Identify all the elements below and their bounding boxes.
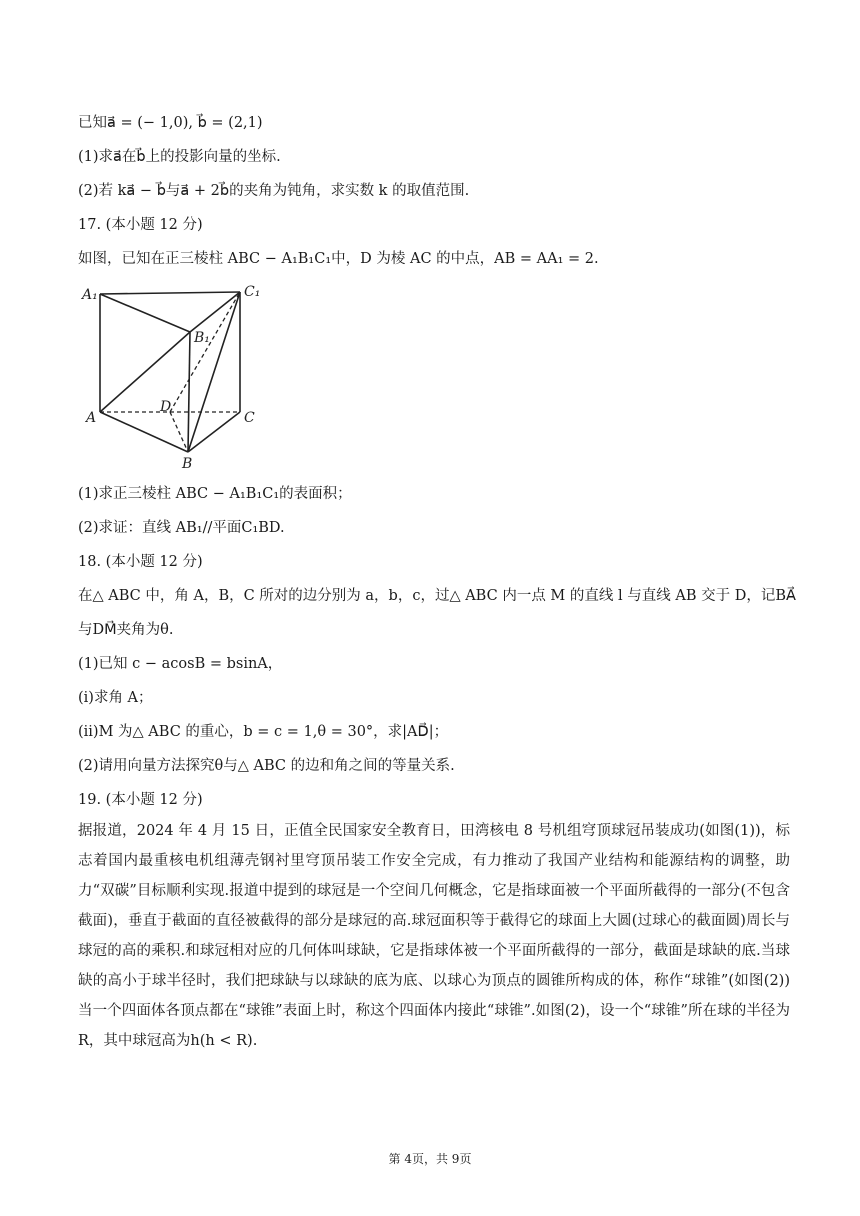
q18-part1-ii: (ii)M 为△ ABC 的重心，b = c = 1,θ = 30°，求|AD⃗|； [78, 724, 449, 740]
q16-part2: (2)若 ka⃗ − b⃗与a⃗ + 2b⃗的夹角为钝角，求实数 k 的取值范围. [78, 183, 470, 199]
given-vectors: 已知a⃗ = (− 1,0), b⃗ = (2,1) [78, 115, 263, 131]
q18-header: 18. (本小题 12 分) [78, 554, 203, 570]
prism-diagram [78, 280, 268, 470]
q18-part1: (1)已知 c − acosB = bsinA， [78, 656, 283, 672]
label-B: B [182, 456, 193, 470]
label-C1: C₁ [244, 284, 261, 300]
q16-part1: (1)求a⃗在b⃗上的投影向量的坐标. [78, 149, 281, 165]
q19-header: 19. (本小题 12 分) [78, 792, 203, 808]
q18-stem-1: 在△ ABC 中，角 A，B，C 所对的边分别为 a，b，c，过△ ABC 内一点 M 的直线 l 与直线 AB 交于 D，记BA⃗ [78, 588, 796, 604]
q17-header: 17. (本小题 12 分) [78, 217, 203, 233]
q19-paragraph: 据报道，2024 年 4 月 15 日，正值全民国家安全教育日，田湾核电 8 号机组穹顶球冠吊装成功(如图(1))，标志着国内最重核电机组薄壳钢衬里穹顶吊装工作安全完成，有力推动了我国产业结构和能源结构的调整，助力“双碳”目标顺利实现.报道中提到的球冠是一个空间几何概念，它是指球面被一个平面所截得的一部分(不包含截面)，垂直于截面的直径被截得的部分是球冠的高.球冠面积等于截得它的球面上大圆(过球心的截面圆)周长与球冠的高的乘积.和球冠相对应的几何体叫球缺，它是指球体被一个平面所截得的一部分，截面是球缺的底.当球缺的高小于球半径时，我们把球缺与以球缺的底为底、以球心为顶点的圆锥所构成的体，称作“球锥”(如图(2))当一个四面体各顶点都在“球锥”表面上时，称这个四面体内接此“球锥”.如图(2)，设一个“球锥”所在球的半径为 R，其中球冠高为h(h < R). [78, 823, 790, 1049]
label-C: C [244, 410, 255, 426]
q17-part1: (1)求正三棱柱 ABC − A₁B₁C₁的表面积； [78, 486, 352, 502]
label-A: A [86, 410, 97, 426]
page-footer: 第 4页，共 9页 [388, 1152, 472, 1166]
q18-part1-i: (i)求角 A； [78, 690, 153, 706]
q17-stem: 如图，已知在正三棱柱 ABC − A₁B₁C₁中，D 为棱 AC 的中点，AB = AA₁ = 2. [78, 251, 599, 267]
label-D: D [160, 399, 172, 415]
q17-part2: (2)求证：直线 AB₁//平面C₁BD. [78, 520, 285, 536]
q18-part2: (2)请用向量方法探究θ与△ ABC 的边和角之间的等量关系. [78, 758, 455, 774]
q18-stem-2: 与DM⃗夹角为θ. [78, 622, 174, 638]
label-B1: B₁ [194, 330, 210, 346]
prism-figure [78, 280, 268, 470]
label-A1: A₁ [82, 287, 98, 303]
